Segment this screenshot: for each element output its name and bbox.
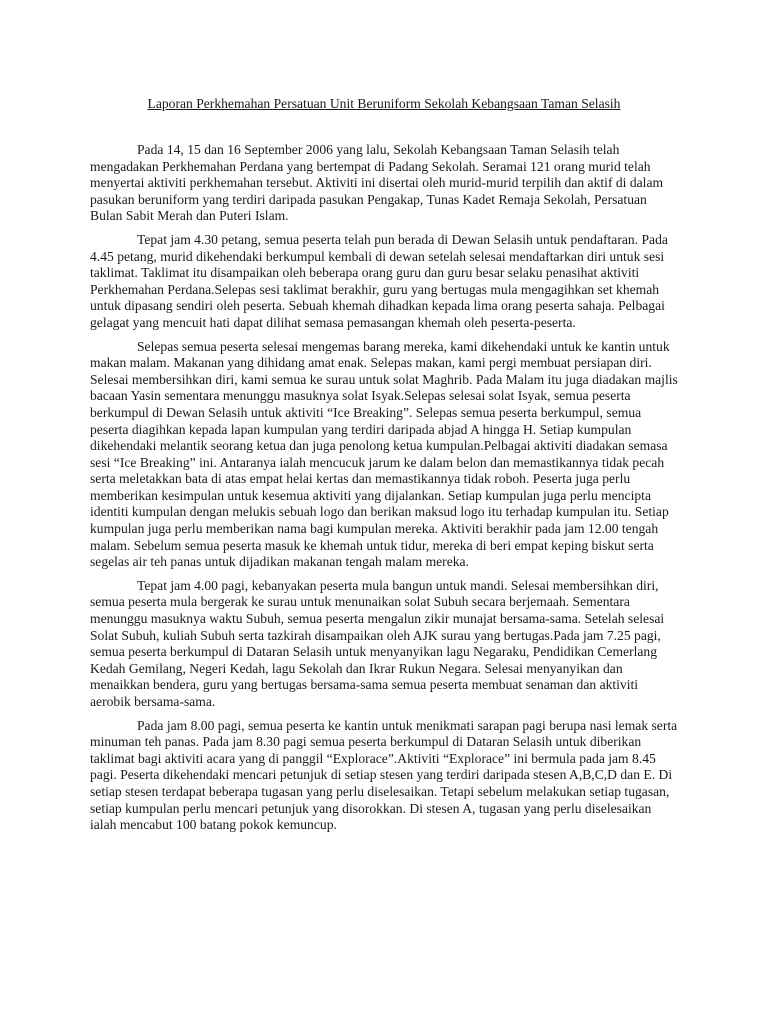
document-body: [90, 142, 678, 841]
paragraph-1: Pada 14, 15 dan 16 September 2006 yang lalu, Sekolah Kebangsaan Taman Selasih telah mengadakan Perkhemahan Perdana yang bertempat di Padang Sekolah. Seramai 121 orang murid telah menyertai aktiviti perkhemahan tersebut. Aktiviti ini disertai oleh murid-murid terpilih dan aktif di dalam pasukan beruniform yang terdiri daripada pasukan Pengakap, Tunas Kadet Remaja Sekolah, Persatuan Bulan Sabit Merah dan Puteri Islam.: [90, 142, 664, 224]
paragraph-4: Tepat jam 4.00 pagi, kebanyakan peserta mula bangun untuk mandi. Selesai membersihkan diri, semua peserta mula bergerak ke surau untuk menunaikan solat Subuh secara berjemaah. Sementara menunggu masuknya waktu Subuh, semua peserta mengalun zikir munajat bersama-sama. Setelah selesai Solat Subuh, kuliah Subuh serta tazkirah disampaikan oleh AJK surau yang bertugas.Pada jam 7.25 pagi, semua peserta berkumpul di Dataran Selasih untuk menyanyikan lagu Negaraku, Pendidikan Cemerlang Kedah Gemilang, Negeri Kedah, lagu Sekolah dan Ikrar Rukun Negara. Selesai menyanyikan dan menaikkan bendera, guru yang bertugas bersama-sama semua peserta membuat senaman dan aktiviti aerobik bersama-sama.: [90, 577, 665, 709]
paragraph-3: Selepas semua peserta selesai mengemas barang mereka, kami dikehendaki untuk ke kantin untuk makan malam. Makanan yang dihidang amat enak. Selepas makan, kami pergi membuat persiapan diri. Selesai membersihkan diri, kami semua ke surau untuk solat Maghrib. Pada Malam itu juga diadakan majlis bacaan Yasin sementara menunggu masuknya solat Isyak.Selepas selesai solat Isyak, semua peserta berkumpul di Dewan Selasih untuk aktiviti “Ice Breaking”. Selepas semua peserta berkumpul, semua peserta diagihkan kepada lapan kumpulan yang terdiri daripada abjad A hingga H. Setiap kumpulan dikehendaki melantik seorang ketua dan juga penolong ketua kumpulan.Pelbagai aktiviti diadakan semasa sesi “Ice Breaking” ini. Antaranya ialah mencucuk jarum ke dalam belon dan memastikannya tidak pecah serta meletakkan bata di atas empat helai kertas dan memastikannya tidak roboh. Peserta juga perlu memberikan kesimpulan untuk kesemua aktiviti yang dijalankan. Setiap kumpulan juga perlu mencipta identiti kumpulan dengan melukis sebuah logo dan berikan maksud logo itu terhadap kumpulan itu. Setiap kumpulan juga perlu memberikan nama bagi kumpulan mereka. Aktiviti berakhir pada jam 12.00 tengah malam. Sebelum semua peserta masuk ke khemah untuk tidur, mereka di beri empat keping biskut serta segelas air teh panas untuk dijadikan makanan tengah malam mereka.: [90, 338, 678, 570]
paragraph-5: Pada jam 8.00 pagi, semua peserta ke kantin untuk menikmati sarapan pagi berupa nasi lemak serta minuman teh panas. Pada jam 8.30 pagi semua peserta berkumpul di Dataran Selasih untuk diberikan taklimat bagi aktiviti acara yang di panggil “Explorace”.Aktiviti “Explorace” ini bermula pada jam 8.45 pagi. Peserta dikehendaki mencari petunjuk di setiap stesen yang terdiri daripada stesen A,B,C,D dan E. Di setiap stesen terdapat beberapa tugasan yang perlu diselesaikan. Tetapi sebelum melakukan setiap tugasan, setiap kumpulan perlu mencari petunjuk yang disorokkan. Di stesen A, tugasan yang perlu diselesaikan ialah mencabut 100 batang pokok kemuncup.: [90, 717, 678, 833]
document-title: Laporan Perkhemahan Persatuan Unit Beruniform Sekolah Kebangsaan Taman Selasih: [147, 96, 621, 111]
paragraph-2: Tepat jam 4.30 petang, semua peserta telah pun berada di Dewan Selasih untuk pendaftaran. Pada 4.45 petang, murid dikehendaki berkumpul kembali di dewan setelah selesai mendaftarkan diri untuk sesi taklimat. Taklimat itu disampaikan oleh beberapa orang guru dan guru besar selaku penasihat aktiviti Perkhemahan Perdana.Selepas sesi taklimat berakhir, guru yang bertugas mula mengagihkan set khemah untuk dipasang sendiri oleh peserta. Sebuah khemah dihadkan kepada lima orang peserta sahaja. Pelbagai gelagat yang mencuit hati dapat dilihat semasa pemasangan khemah oleh peserta-peserta.: [90, 231, 668, 330]
